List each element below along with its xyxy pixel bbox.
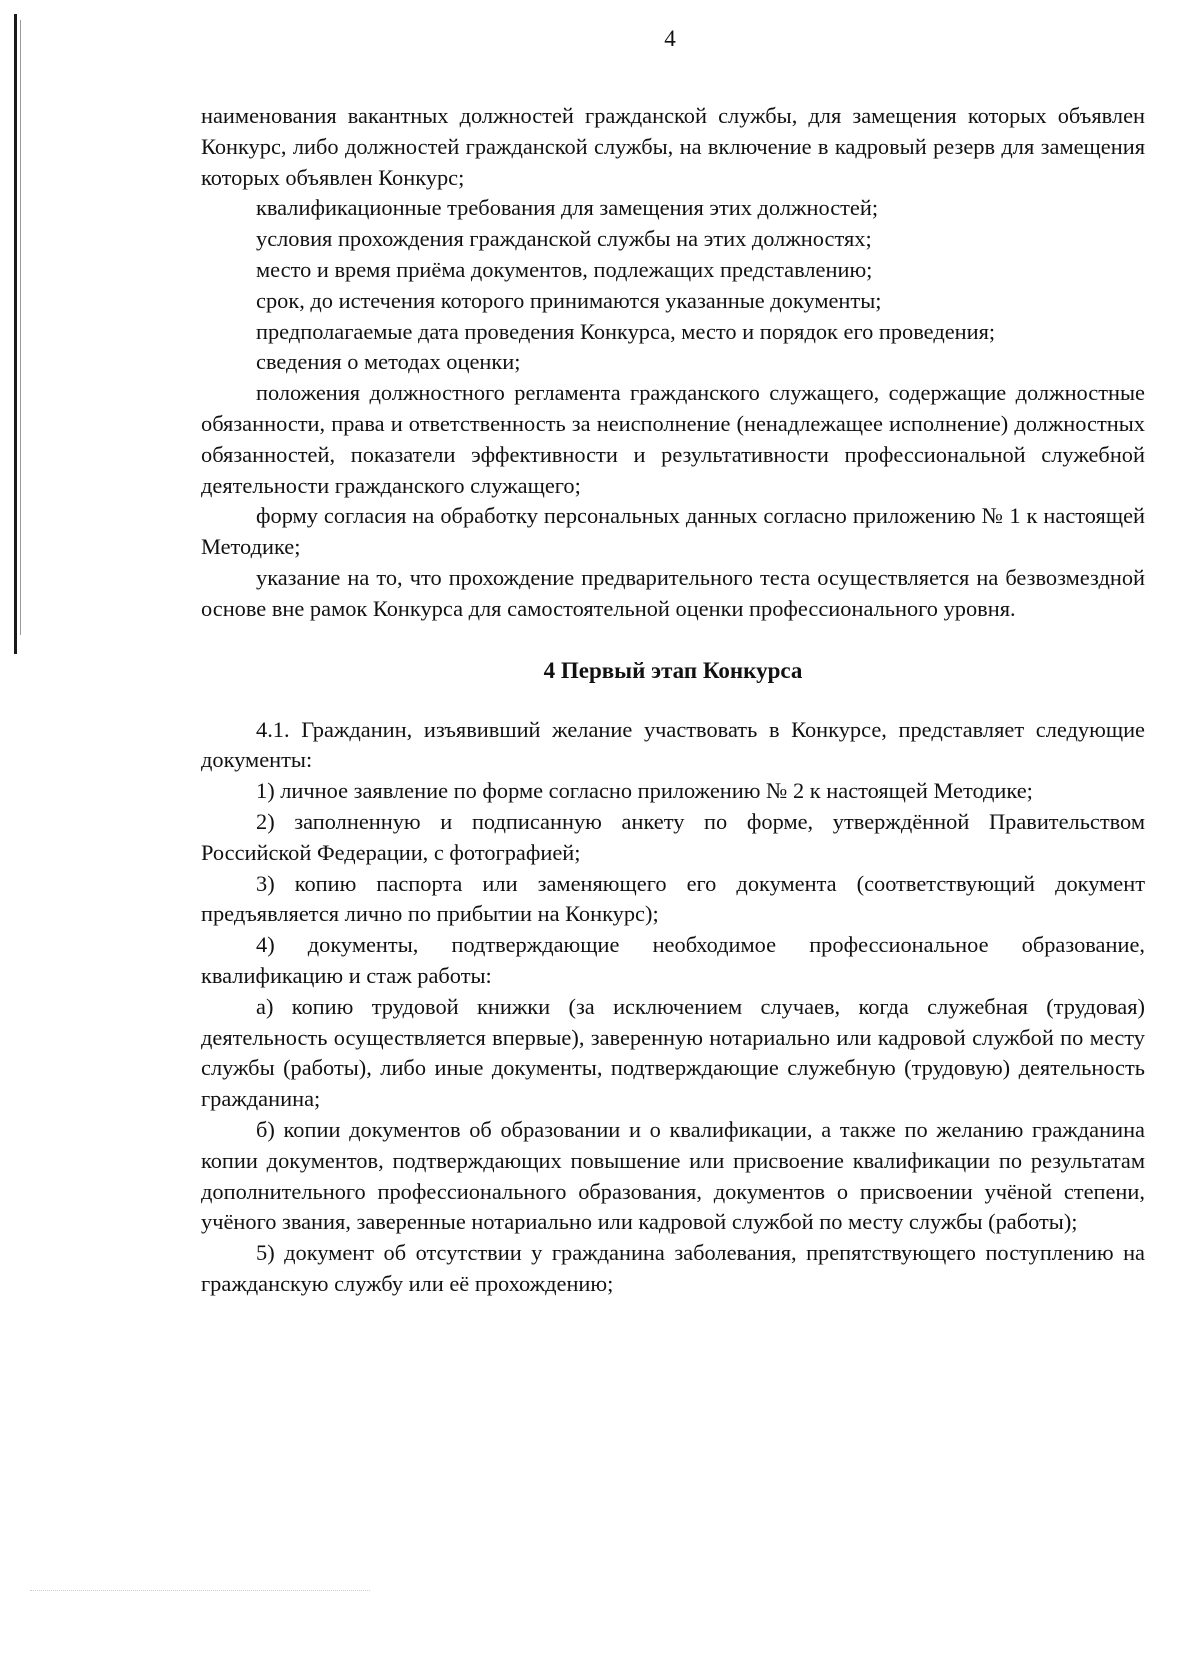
paragraph: сведения о методах оценки; — [256, 349, 521, 375]
scan-edge-line — [20, 20, 21, 635]
list-item: 3) копию паспорта или заменяющего его документа (соответствующий документ предъявляется лично по прибытии на Конкурс); — [201, 870, 1145, 927]
section-heading: 4 Первый этап Конкурса — [543, 657, 803, 683]
paragraph-continuation: наименования вакантных должностей гражданской службы, для замещения которых объявлен Конкурс, либо должностей гражданской службы, на включение в кадровый резерв для замещения которых объявлен Конкурс; — [201, 103, 1145, 190]
list-item: 5) документ об отсутствии у гражданина заболевания, препятствующего поступлению на гражданскую службу или её прохождению; — [201, 1240, 1145, 1296]
list-item: 1) личное заявление по форме согласно приложению № 2 к настоящей Методике; — [256, 778, 1033, 804]
list-subitem: б) копии документов об образовании и о квалификации, а также по желанию гражданина копии документов, подтверждающих повышение или присвоение квалификации по результатам дополнительного профессионального образования, документов о присвоении учёной степени, учёного звания, заверенные нотариально или кадровой службой по месту службы (работы); — [201, 1116, 1145, 1235]
list-subitem: а) копию трудовой книжки (за исключением случаев, когда служебная (трудовая) деятельность осуществляется впервые), заверенную нотариально или кадровой службой по месту службы (работы), либо иные документы, подтверждающие служебную (трудовую) деятельность гражданина; — [201, 993, 1145, 1112]
list-item: 2) заполненную и подписанную анкету по форме, утверждённой Правительством Российской Федерации, с фотографией; — [201, 808, 1145, 865]
paragraph: положения должностного регламента гражданского служащего, содержащие должностные обязанности, права и ответственность за неисполнение (ненадлежащее исполнение) должностных обязанностей, показатели эффективности и результативности профессиональной служебной деятельности гражданского служащего; — [201, 380, 1145, 498]
paragraph: срок, до истечения которого принимаются указанные документы; — [256, 287, 882, 313]
paragraph: указание на то, что прохождение предварительного теста осуществляется на безвозмездной основе вне рамок Конкурса для самостоятельной оценки профессионального уровня. — [201, 564, 1145, 621]
document-body — [201, 101, 1145, 1300]
scan-noise — [30, 1590, 370, 1593]
scan-edge-mark — [14, 14, 17, 654]
paragraph: предполагаемые дата проведения Конкурса, место и порядок его проведения; — [256, 318, 996, 344]
paragraph: место и время приёма документов, подлежащих представлению; — [256, 256, 873, 282]
list-item: 4) документы, подтверждающие необходимое профессиональное образование, квалификацию и стаж работы: — [201, 932, 1145, 988]
page-number: 4 — [664, 26, 676, 51]
paragraph: форму согласия на обработку персональных данных согласно приложению № 1 к настоящей Методике; — [201, 503, 1145, 560]
paragraph: квалификационные требования для замещения этих должностей; — [256, 195, 879, 221]
paragraph: условия прохождения гражданской службы на этих должностях; — [256, 226, 872, 252]
paragraph: 4.1. Гражданин, изъявивший желание участвовать в Конкурсе, представляет следующие документы: — [201, 716, 1145, 773]
